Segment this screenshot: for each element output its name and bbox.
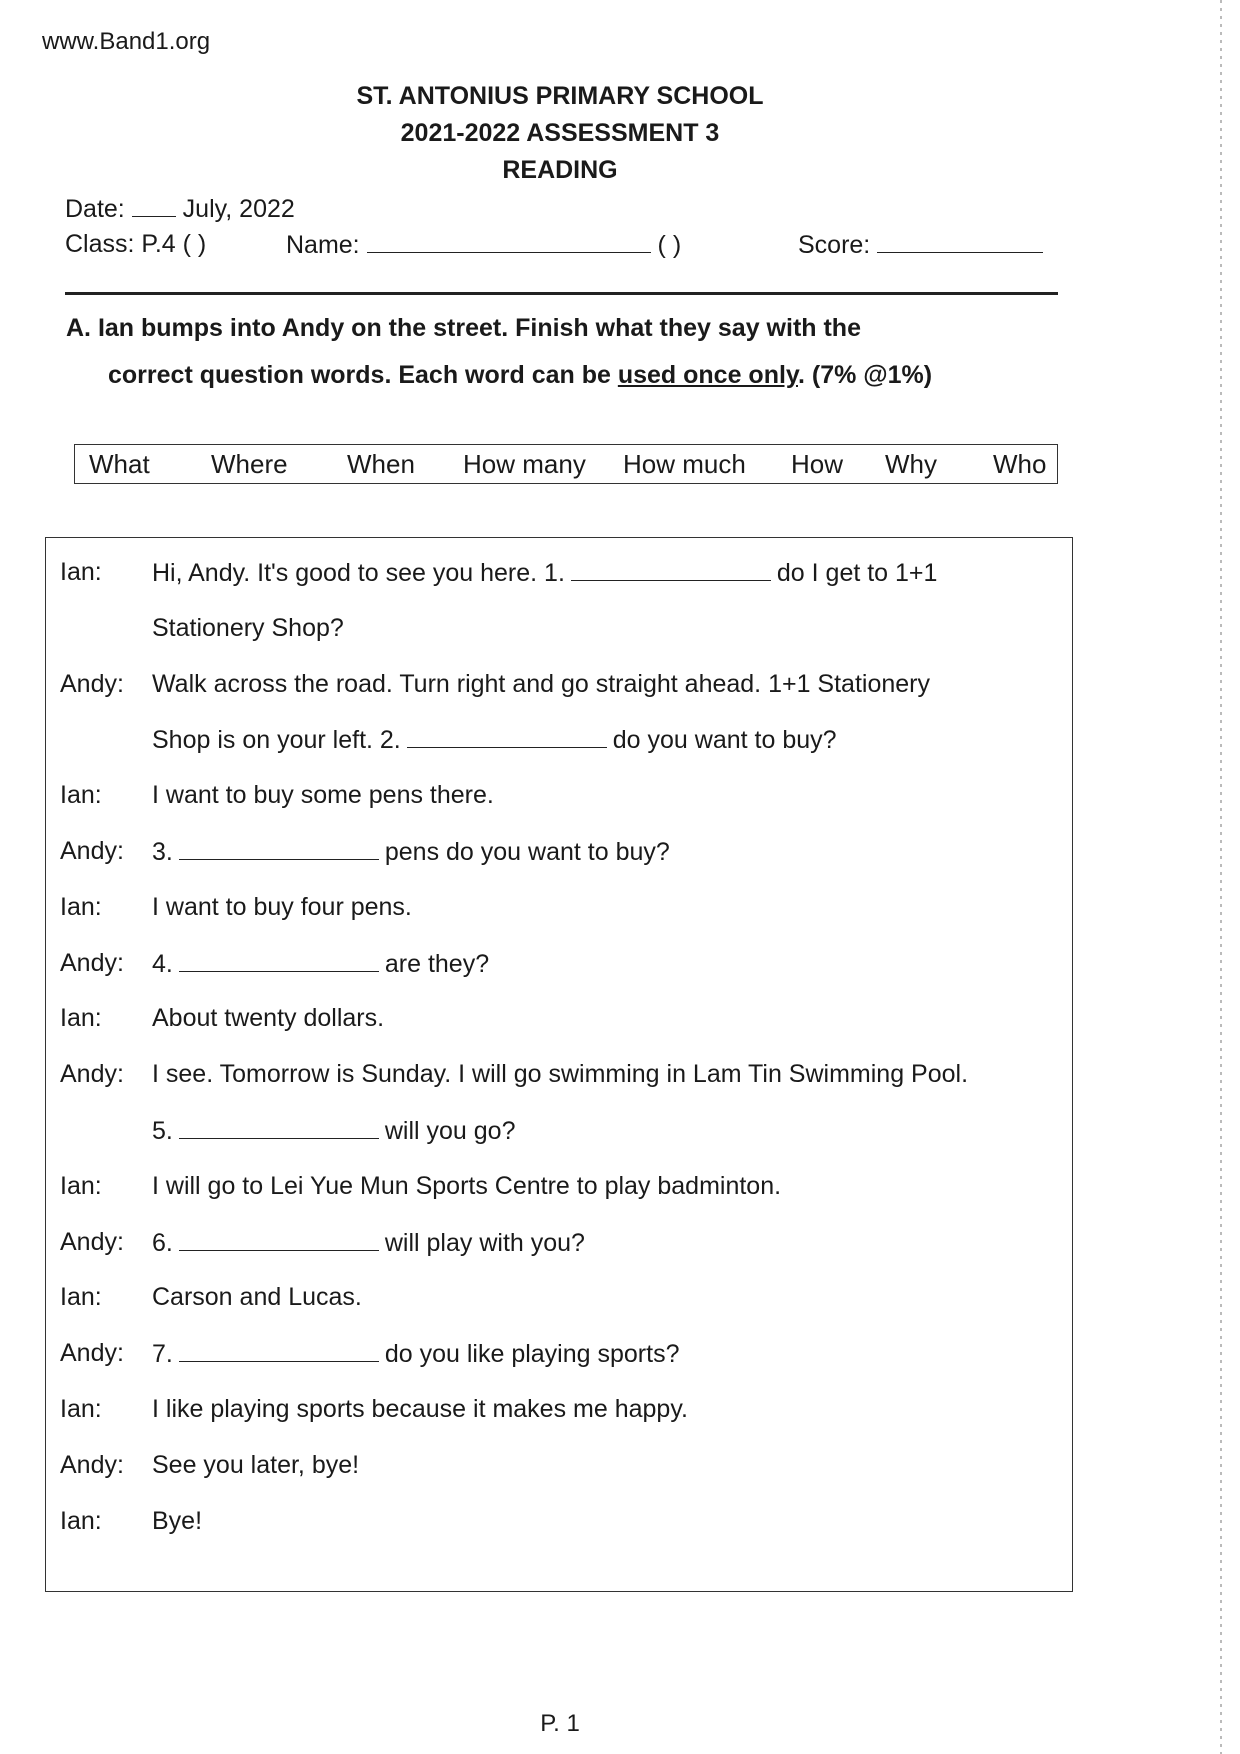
dialogue-line bbox=[152, 1172, 781, 1201]
instruction-line-1: A. Ian bumps into Andy on the street. Finish what they say with the bbox=[66, 314, 861, 342]
class-label: Class: P.4 ( ) bbox=[65, 230, 207, 258]
dialogue-line bbox=[152, 1451, 359, 1480]
word-bank-item: When bbox=[347, 449, 415, 479]
speaker-label: Ian: bbox=[60, 558, 102, 586]
score-blank[interactable] bbox=[877, 230, 1043, 253]
dialogue-line bbox=[152, 1116, 516, 1146]
instruction-emphasis: used once only bbox=[617, 361, 798, 389]
dialogue-text: do you like playing sports? bbox=[384, 1340, 680, 1369]
dialogue-text: Walk across the road. Turn right and go straight ahead. 1+1 Stationery bbox=[152, 669, 930, 698]
speaker-label: Andy: bbox=[60, 948, 124, 977]
dialogue-line bbox=[152, 1060, 968, 1089]
dialogue-text: are they? bbox=[384, 949, 490, 978]
answer-blank[interactable] bbox=[407, 725, 607, 748]
assessment-title: 2021-2022 ASSESSMENT 3 bbox=[400, 119, 720, 147]
dialogue-line bbox=[152, 1004, 384, 1033]
dialogue-text: do I get to 1+1 bbox=[776, 559, 938, 587]
instruction-marks: . (7% @1%) bbox=[797, 361, 933, 389]
answer-blank[interactable] bbox=[179, 1228, 379, 1251]
site-watermark: www.Band1.org bbox=[42, 28, 211, 55]
dialogue-line bbox=[152, 725, 837, 755]
speaker-label: Ian: bbox=[60, 1283, 102, 1312]
dialogue-text: 3. bbox=[152, 838, 173, 866]
dialogue-text: Shop is on your left. 2. bbox=[152, 726, 401, 755]
dialogue-text: I want to buy some pens there. bbox=[152, 781, 494, 810]
score-label: Score: bbox=[798, 231, 871, 259]
speaker-label: Ian: bbox=[60, 1506, 102, 1535]
dialogue-text: About twenty dollars. bbox=[152, 1004, 385, 1033]
dialogue-text: do you want to buy? bbox=[612, 726, 837, 755]
scan-edge bbox=[1220, 0, 1222, 1754]
answer-blank[interactable] bbox=[179, 837, 379, 860]
dialogue-text: See you later, bye! bbox=[152, 1450, 360, 1479]
speaker-label: Andy: bbox=[60, 1339, 124, 1368]
date-field bbox=[65, 194, 295, 224]
dialogue-line bbox=[152, 949, 489, 979]
speaker-label: Andy: bbox=[60, 1060, 124, 1089]
name-field bbox=[286, 230, 681, 260]
school-name: ST. ANTONIUS PRIMARY SCHOOL bbox=[356, 82, 764, 110]
dialogue-text: I will go to Lei Yue Mun Sports Centre to play badminton. bbox=[152, 1171, 782, 1200]
word-bank-item: What bbox=[89, 449, 150, 479]
date-value: July, 2022 bbox=[182, 195, 295, 223]
dialogue-text: Hi, Andy. It's good to see you here. 1. bbox=[152, 559, 565, 587]
speaker-label: Ian: bbox=[60, 781, 102, 810]
subject-title: READING bbox=[502, 156, 618, 184]
date-label: Date: bbox=[65, 195, 125, 223]
dialogue-line bbox=[152, 1339, 679, 1369]
dialogue-line bbox=[152, 1507, 202, 1536]
dialogue-line bbox=[152, 1395, 688, 1424]
dialogue-line bbox=[152, 1228, 585, 1258]
dialogue-text: Bye! bbox=[152, 1506, 203, 1535]
answer-blank[interactable] bbox=[571, 558, 771, 581]
dialogue-box bbox=[45, 537, 1073, 1592]
dialogue-line bbox=[152, 781, 494, 810]
dialogue-text: Carson and Lucas. bbox=[152, 1283, 362, 1312]
word-bank bbox=[74, 444, 1058, 484]
dialogue-line bbox=[152, 558, 937, 588]
word-bank-item: Why bbox=[885, 449, 937, 479]
speaker-label: Andy: bbox=[60, 1450, 124, 1479]
name-label: Name: bbox=[286, 231, 360, 259]
answer-blank[interactable] bbox=[179, 949, 379, 972]
dialogue-line bbox=[152, 1283, 362, 1312]
speaker-label: Ian: bbox=[60, 892, 102, 921]
word-bank-item: How bbox=[791, 449, 844, 479]
dialogue-text: 6. bbox=[152, 1228, 173, 1257]
name-blank[interactable] bbox=[367, 230, 651, 253]
header-divider bbox=[65, 292, 1058, 295]
answer-blank[interactable] bbox=[179, 1339, 379, 1362]
speaker-label: Andy: bbox=[60, 1227, 124, 1256]
speaker-label: Ian: bbox=[60, 1004, 102, 1033]
page-number: P. 1 bbox=[540, 1710, 580, 1737]
score-field bbox=[798, 230, 1043, 260]
dialogue-line bbox=[152, 837, 670, 867]
dialogue-text: will you go? bbox=[384, 1117, 516, 1145]
speaker-label: Andy: bbox=[60, 669, 124, 698]
dialogue-text: I see. Tomorrow is Sunday. I will go swimming in Lam Tin Swimming Pool. bbox=[152, 1060, 969, 1089]
dialogue-text: 5. bbox=[152, 1117, 173, 1145]
word-bank-item: Where bbox=[211, 449, 288, 479]
dialogue-text: will play with you? bbox=[384, 1228, 585, 1257]
dialogue-line bbox=[152, 670, 930, 699]
speaker-label: Andy: bbox=[60, 837, 124, 865]
speaker-label: Ian: bbox=[60, 1395, 102, 1423]
instruction-line-2 bbox=[108, 361, 932, 390]
speaker-label: Ian: bbox=[60, 1171, 102, 1200]
dialogue-text: I like playing sports because it makes me happy. bbox=[152, 1395, 688, 1423]
instruction-text: correct question words. Each word can be bbox=[108, 361, 618, 389]
dialogue-text: pens do you want to buy? bbox=[384, 838, 670, 866]
word-bank-item: Who bbox=[993, 449, 1047, 479]
word-bank-item: How much bbox=[623, 449, 746, 479]
dialogue-text: 4. bbox=[152, 949, 173, 978]
dialogue-text: I want to buy four pens. bbox=[152, 892, 412, 921]
class-number-paren: ( ) bbox=[657, 231, 682, 259]
word-bank-item: How many bbox=[463, 449, 586, 479]
dialogue-text: Stationery Shop? bbox=[152, 613, 344, 642]
dialogue-line bbox=[152, 614, 344, 643]
date-blank[interactable] bbox=[132, 194, 176, 217]
answer-blank[interactable] bbox=[179, 1116, 379, 1139]
dialogue-line bbox=[152, 893, 412, 922]
dialogue-text: 7. bbox=[152, 1340, 173, 1369]
